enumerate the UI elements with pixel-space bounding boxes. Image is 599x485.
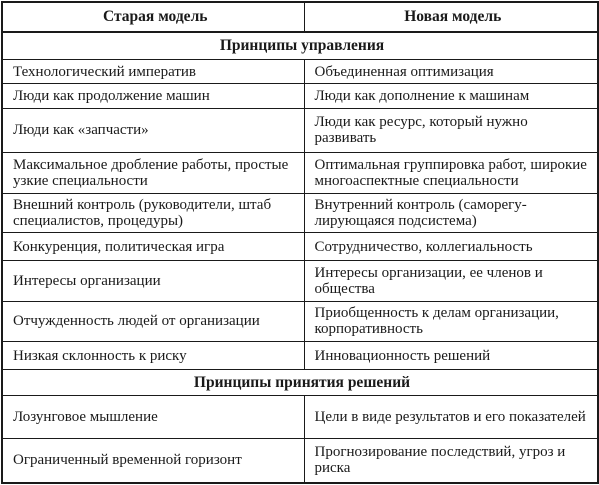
old-model-cell: Отчужденность людей от организации <box>2 301 304 341</box>
table-row <box>2 152 598 193</box>
section-row <box>2 32 598 59</box>
table-row <box>2 301 598 341</box>
table-row <box>2 109 598 153</box>
old-model-cell: Технологический императив <box>2 60 304 84</box>
section-title-management: Принципы управления <box>2 32 598 59</box>
section-row <box>2 370 598 396</box>
new-model-cell: Люди как ресурс, который нужно развивать <box>304 109 598 153</box>
table-row <box>2 396 598 438</box>
table-row <box>2 438 598 483</box>
section-title-decisions: Принципы принятия решений <box>2 370 598 396</box>
table-row <box>2 193 598 232</box>
table-row <box>2 261 598 301</box>
old-model-header: Старая модель <box>2 2 304 32</box>
new-model-header: Новая модель <box>304 2 598 32</box>
new-model-cell: Инновационность решений <box>304 341 598 369</box>
new-model-cell: Люди как дополнение к машинам <box>304 84 598 109</box>
new-model-cell: Оптимальная группировка работ, широкие многоаспектные специальности <box>304 152 598 193</box>
new-model-cell: Приобщенность к делам организации, корпоративность <box>304 301 598 341</box>
new-model-cell: Объединенная оптимизация <box>304 60 598 84</box>
header-row <box>2 2 598 32</box>
table-row <box>2 84 598 109</box>
old-model-cell: Ограниченный временной горизонт <box>2 438 304 483</box>
old-model-cell: Внешний контроль (руководители, штаб специалистов, процедуры) <box>2 193 304 232</box>
model-comparison-table <box>1 1 599 484</box>
old-model-cell: Максимальное дробление работы, простые узкие специальности <box>2 152 304 193</box>
old-model-cell: Люди как продолжение машин <box>2 84 304 109</box>
new-model-cell: Сотрудничество, коллегиальность <box>304 233 598 261</box>
table-row <box>2 60 598 84</box>
old-model-cell: Низкая склонность к риску <box>2 341 304 369</box>
new-model-cell: Внутренний контроль (саморегулирующаяся подсистема) <box>304 193 598 232</box>
table-row <box>2 341 598 369</box>
old-model-cell: Конкуренция, политическая игра <box>2 233 304 261</box>
new-model-cell: Цели в виде результатов и его показателей <box>304 396 598 438</box>
table-row <box>2 233 598 261</box>
new-model-cell: Прогнозирование последствий, угроз и риска <box>304 438 598 483</box>
old-model-cell: Лозунговое мышление <box>2 396 304 438</box>
new-model-cell: Интересы организации, ее членов и общества <box>304 261 598 301</box>
old-model-cell: Люди как «запчасти» <box>2 109 304 153</box>
old-model-cell: Интересы организации <box>2 261 304 301</box>
